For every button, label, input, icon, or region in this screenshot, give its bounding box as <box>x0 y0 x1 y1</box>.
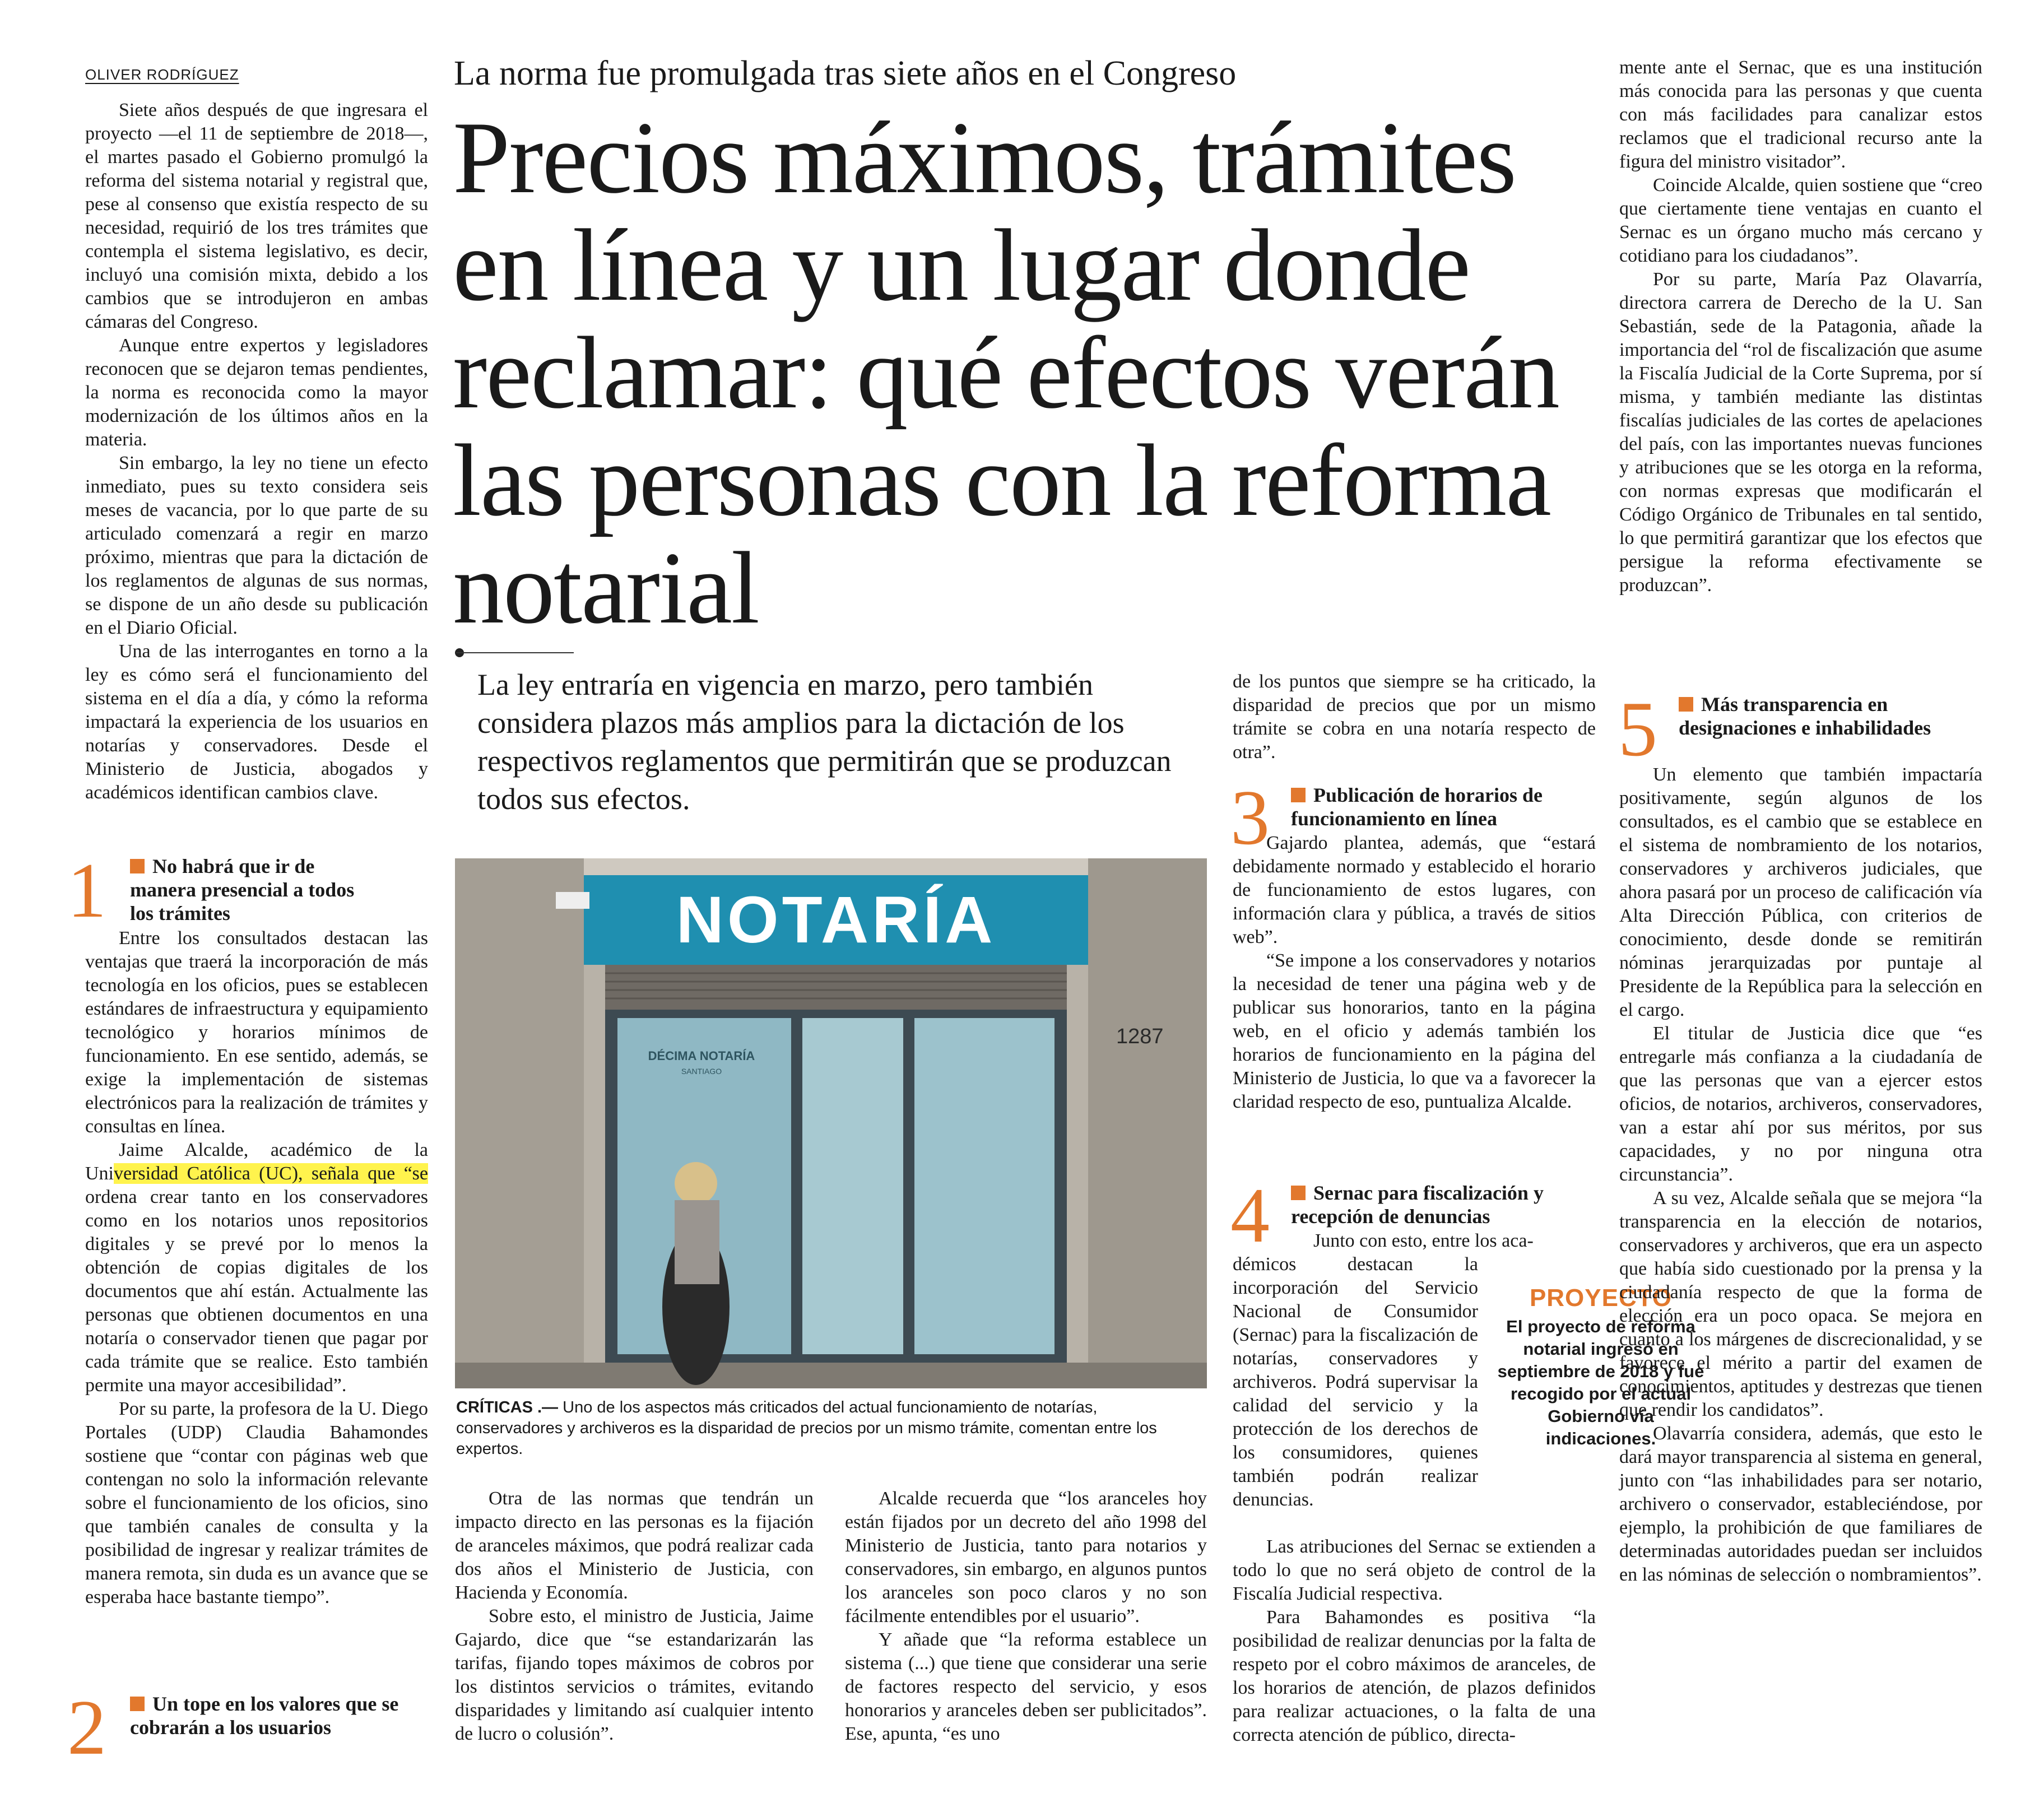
paragraph: A su vez, Alcalde señala que se mejora “la transparencia en la elección de notarios, conservadores y archiveros, que era un aspecto que había sido cuestionado por la prensa y la ciudadanía respecto de que la forma de elección era un poco opaca. Se mejora en cuanto a los márgenes de discrecionalidad, y se favorece el mérito a partir del examen de conocimientos, aptitudes y destrezas que tienen que rendir los candidatos”. <box>1619 1188 1982 1420</box>
paragraph: Otra de las normas que tendrán un impacto directo en las personas es la fijación de aranceles máximos, que podrá realizar cada dos años el Ministerio de Justicia, con Hacienda y Economía. <box>455 1488 814 1603</box>
paragraph: Olavarría considera, además, que esto le dará mayor transparencia al sistema en general, junto con “las inhabilidades para ser notario, archivero o conservador, estableciéndose, por ejemplo, la prohibición de que familiares de determinadas autoridades puedan ser incluidos en las nóminas de selección o nombramientos”. <box>1619 1423 1982 1585</box>
bullet-square-icon <box>1291 788 1306 802</box>
bullet-square-icon <box>1679 697 1693 712</box>
headline: Precios máximos, trámites en línea y un lugar donde reclamar: qué efectos verán las personas con la reforma notarial <box>453 100 1559 645</box>
paragraph: Junto con esto, entre los aca- <box>1313 1230 1534 1251</box>
notaria-storefront-image <box>455 858 1207 1388</box>
paragraph: Y añade que “la reforma establece un sistema (...) que tiene que considerar una serie de factores respecto del servicio, y esos honorarios y aranceles deben ser publicitados”. Ese, apunta, “es uno <box>845 1629 1207 1744</box>
paragraph: Sin embargo, la ley no tiene un efecto inmediato, pues su texto considera seis meses de vacancia, por lo que parte de su articulado comenzará a regir en marzo próximo, mientras que para la dictación de los reglamentos de algunas de sus normas, se dispone de un año desde su publicación en el Diario Oficial. <box>85 453 428 638</box>
paragraph: El titular de Justicia dice que “es entregarle más confianza a la ciudadanía de que las personas que van a ejercer estos oficios, de notarios, archiveros, conservadores, van a estar ahí por sus méritos, por sus capacidades, y no por ninguna otra circunstancia”. <box>1619 1023 1982 1185</box>
paragraph: Alcalde recuerda que “los aranceles hoy están fijados por un decreto del año 1998 del Ministerio de Justicia, tanto para notarios y conservadores, sin embargo, en algunos puntos los aranceles son poco claros y no son fácilmente entendibles por el usuario”. <box>845 1488 1207 1627</box>
highlighted-text: versidad Católica (UC), señala que “se <box>114 1163 428 1184</box>
paragraph: Las atribuciones del Sernac se extienden a todo lo que no será objeto de control de la Fiscalía Judicial respectiva. <box>1233 1536 1596 1604</box>
section-1-number: 1 <box>67 847 106 934</box>
photo-caption <box>456 1397 1207 1460</box>
column-2-body <box>455 1487 814 1746</box>
bullet-square-icon <box>130 859 145 873</box>
paragraph: mente ante el Sernac, que es una institución más conocida para las personas y que cuenta con más facilidades para canalizar estos reclamos que el tradicional recurso ante la figura del ministro visitador”. <box>1619 57 1982 172</box>
paragraph: Sobre esto, el ministro de Justicia, Jaime Gajardo, dice que “se estandarizarán las tarifas, fijando topes máximos de cobros por los distintos servicios o trámites, evitando disparidades y limitando así cualquier intento de lucro o colusión”. <box>455 1606 814 1744</box>
paragraph: Por su parte, la profesora de la U. Diego Portales (UDP) Claudia Bahamondes sostiene que “contar con páginas web que contengan no solo la información relevante sobre el funcionamiento de los oficios, sino que también canales de consulta y la posibilidad de ingresar y realizar trámites de manera remota, sin duda es un avance que se esperaba hace bastante tiempo”. <box>85 1398 428 1607</box>
paragraph: Por su parte, María Paz Olavarría, directora carrera de Derecho de la U. San Sebastián, sede de la Patagonia, añade la importancia del “rol de fiscalización que asume la Fiscalía Judicial de la Corte Suprema, por sí misma, y también mediante las distintas fiscalías judiciales de las cortes de apelaciones del país, con las importantes nuevas funciones y atribuciones que se les otorga en la reforma, con normas expresas que modificarán el Código Orgánico de Tribunales en tal sentido, lo que permitirá garantizar que los efectos que persigue la reforma efectivamente se produzcan”. <box>1619 269 1982 596</box>
section-4-number: 4 <box>1230 1172 1270 1259</box>
paragraph: Un elemento que también impactaría positivamente, según algunos de los consultados, es el cambio que se establece en el sistema de nombramiento de los notarios, conservadores y archiveros judiciales, que ahora pasará por un proceso de calificación vía Alta Dirección Pública, con criterios de conocimiento, desde donde se remitirán nóminas jerarquizadas por puntaje al Presidente de la República para la selección en el cargo. <box>1619 764 1982 1020</box>
bullet-square-icon <box>1291 1186 1306 1200</box>
caption-text: Uno de los aspectos más criticados del actual funcionamiento de notarías, conservadores y archiveros es la disparidad de precios por un mismo trámite, comentan entre los expertos. <box>456 1398 1157 1458</box>
section-5-body <box>1619 763 1982 1587</box>
paragraph: Gajardo plantea, además, que “estará debidamente normado y establecido el horario de funcionamiento de estos lugares, con información clara y pública, a través de sitios web”. <box>1233 833 1596 947</box>
section-4-body-cont <box>1233 1535 1596 1747</box>
section-3-number: 3 <box>1230 774 1270 861</box>
paragraph: de los puntos que siempre se ha criticado, la disparidad de precios que por un mismo trámite se cobra en una notaría respecto de otra”. <box>1233 671 1596 763</box>
paragraph: Aunque entre expertos y legisladores reconocen que se dejaron temas pendientes, la norma es reconocida como la mayor modernización de los últimos años en la materia. <box>85 335 428 450</box>
section-3-title: Publicación de horarios de funcionamiento en línea <box>1291 784 1543 830</box>
paragraph: démicos destacan la incorporación del Servicio Nacional de Consumidor (Sernac) para la fiscalización de notarías, conservadores y archiveros. Podrá supervisar la calidad del servicio y la protección de los derechos de los consumidores, quienes también podrán realizar denuncias. <box>1233 1254 1478 1510</box>
section-1-title: No habrá que ir de manera presencial a todos los trámites <box>130 855 355 924</box>
paragraph: Coincide Alcalde, quien sostiene que “creo que ciertamente tiene ventajas en cuanto el Sernac es un órgano mucho más cercano y cotidiano para los ciudadanos”. <box>1619 175 1982 266</box>
deck: La ley entraría en vigencia en marzo, pero también considera plazos más amplios para la dictación de los respectivos reglamentos que permitirán que se produzcan todos sus efectos. <box>477 668 1172 816</box>
column-4-top <box>1233 670 1596 764</box>
proyecto-title: PROYECTO <box>1529 1284 1673 1312</box>
paragraph: Siete años después de que ingresara el proyecto —el 11 de septiembre de 2018—, el martes pasado el Gobierno promulgó la reforma del sistema notarial y registral que, pese al consenso que existía respecto de su necesidad, requirió de los tres trámites que contempla el sistema legislativo, es decir, incluyó una comisión mixta, debido a los cambios que se introdujeron en ambas cámaras del Congreso. <box>85 100 428 332</box>
section-3-body <box>1233 831 1596 1114</box>
paragraph: Jaime Alcalde, académico de la Universidad Católica (UC), señala que “se ordena crear tanto en los conservadores como en los notarios unos repositorios digitales y se prevé por lo menos la obtención de copias digitales de los documentos que ahí están. Actualmente las personas que obtienen documentos en una notaría o conservador tienen que pagar por cada trámite que se realice. Esto también permite una mayor accesibilidad”. <box>85 1140 428 1396</box>
byline: OLIVER RODRÍGUEZ <box>85 66 239 83</box>
section-5-number: 5 <box>1618 686 1657 773</box>
notaria-sign-text: NOTARÍA <box>676 883 996 957</box>
column-1-intro <box>85 99 428 805</box>
section-4-lead <box>1313 1229 1596 1253</box>
window-sublettering: SANTIAGO <box>681 1067 722 1076</box>
bullet-square-icon <box>130 1697 145 1711</box>
window-lettering: DÉCIMA NOTARÍA <box>648 1049 755 1063</box>
paragraph: Una de las interrogantes en torno a la ley es cómo será el funcionamiento del sistema en el día a día, y cómo la reforma impactará la experiencia de los usuarios en notarías y conservadores. Desde el Ministerio de Justicia, abogados y académicos identifican cambios clave. <box>85 641 428 803</box>
section-4-title: Sernac para fiscalización y recepción de denuncias <box>1291 1182 1544 1228</box>
caption-label: CRÍTICAS .— <box>456 1398 559 1416</box>
section-2-number: 2 <box>67 1684 106 1771</box>
street-number: 1287 <box>1116 1025 1164 1048</box>
column-3-body <box>845 1487 1207 1746</box>
section-5-title: Más transparencia en designaciones e inhabilidades <box>1679 693 1931 739</box>
section-4-body <box>1233 1253 1478 1512</box>
kicker: La norma fue promulgada tras siete años en el Congreso <box>454 54 1237 92</box>
paragraph: Para Bahamondes es positiva “la posibilidad de realizar denuncias por la falta de respeto por el cobro máximos de aranceles, de los horarios de atención, de plazos definidos para realizar actuaciones, o la falta de una correcta atención de público, directa- <box>1233 1607 1596 1745</box>
paragraph: Entre los consultados destacan las ventajas que traerá la incorporación de más tecnología en los oficios, pues se establecen estándares de infraestructura y equipamiento tecnológico y horarios mínimos de funcionamiento. En ese sentido, además, se exige la implementación de sistemas electrónicos para la realización de trámites y consultas en línea. <box>85 928 428 1137</box>
section-1-body <box>85 927 428 1609</box>
proyecto-text: El proyecto de reforma notarial ingresó en septiembre de 2018 y fue recogido por el actual Gobierno vía indicaciones. <box>1497 1317 1704 1448</box>
column-5-top <box>1619 56 1982 597</box>
notaria-photo <box>455 858 1207 1388</box>
paragraph: “Se impone a los conservadores y notarios la necesidad de tener una página web y de publicar sus honorarios, tanto en la página web, en el oficio y además también los horarios de funcionamiento en la página del Ministerio de Justicia, lo que va a favorecer la claridad respecto de eso, puntualiza Alcalde. <box>1233 950 1596 1112</box>
divider <box>456 652 574 653</box>
section-2-title: Un tope en los valores que se cobrarán a los usuarios <box>130 1693 399 1739</box>
